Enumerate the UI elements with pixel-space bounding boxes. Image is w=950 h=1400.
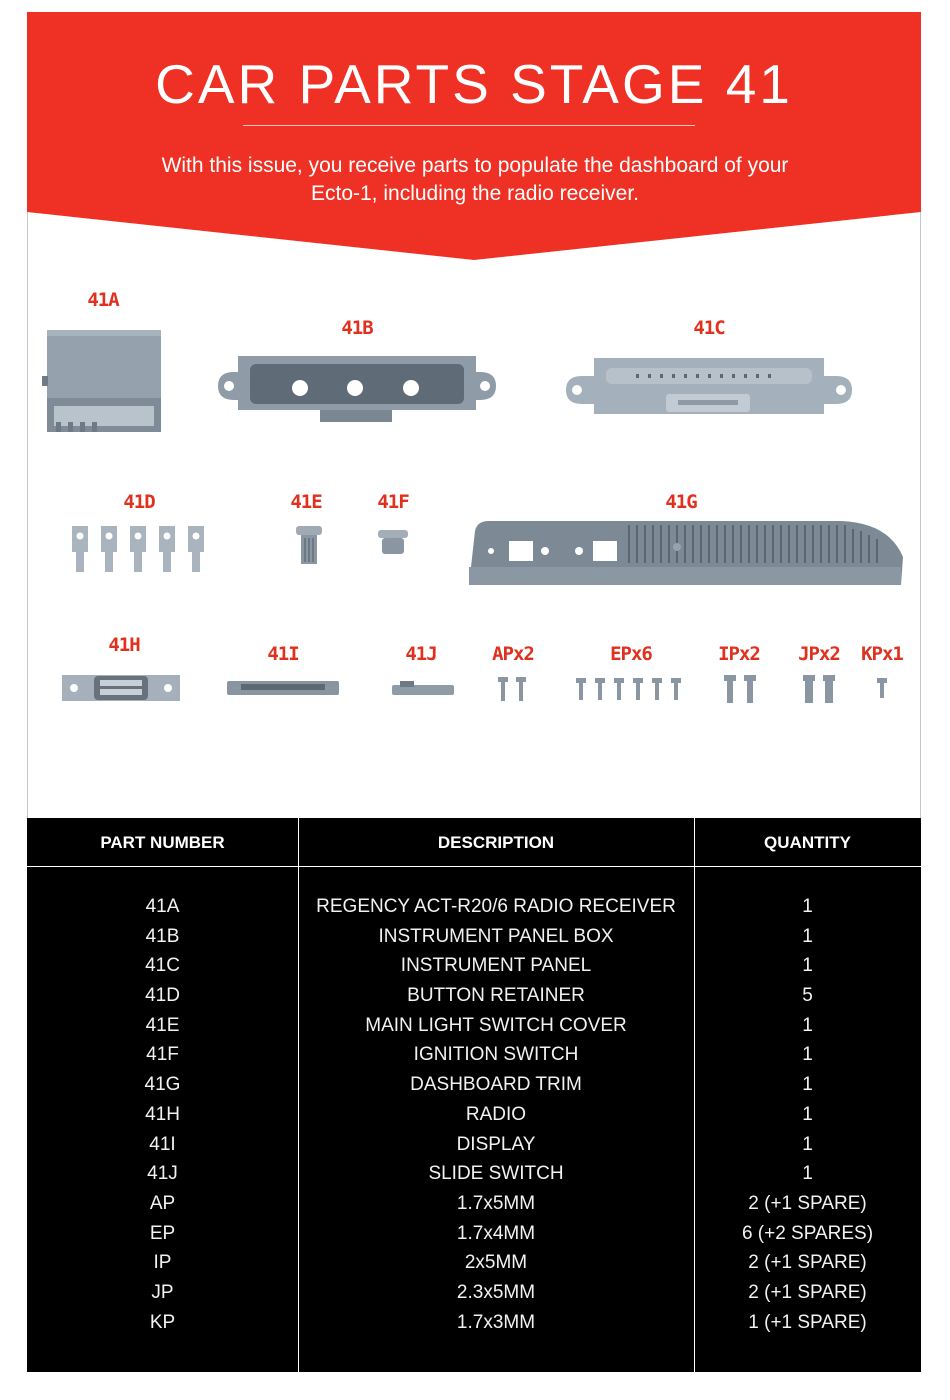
cell-part-number: 41D: [145, 985, 180, 1007]
part-label-41e: 41E: [290, 491, 322, 513]
cell-quantity: 1: [802, 896, 813, 917]
title-divider: [243, 125, 695, 126]
cell-part-number: EP: [149, 1222, 176, 1244]
page-title: CAR PARTS STAGE 41: [155, 53, 793, 115]
cell-quantity: 1: [802, 1074, 813, 1096]
ignition-switch-part-image: [378, 530, 408, 556]
part-label-41j: 41J: [405, 643, 437, 665]
part-label-41a: 41A: [87, 289, 119, 311]
part-label-41f: 41F: [377, 491, 409, 513]
light-switch-cover-part-image: [296, 526, 322, 564]
part-label-41b: 41B: [341, 317, 373, 339]
cell-description: 1.7x3MM: [456, 1311, 536, 1333]
slide-switch-part-image: [392, 681, 454, 697]
cell-description: SLIDE SWITCH: [428, 1163, 564, 1185]
cell-quantity: 1: [802, 955, 813, 977]
cell-description: DASHBOARD TRIM: [410, 1074, 582, 1096]
radio-part-image: [62, 673, 180, 703]
dashboard-trim-part-image: [469, 519, 905, 587]
kp-screw-image: [876, 678, 890, 698]
display-part-image: [227, 679, 339, 697]
table-row: [27, 1308, 921, 1338]
cell-part-number: IP: [153, 1252, 172, 1274]
table-row: [27, 1278, 921, 1308]
cell-part-number: 41A: [145, 896, 180, 917]
cell-part-number: 41G: [144, 1074, 181, 1096]
cell-quantity: 1: [802, 1014, 813, 1036]
part-label-41g: 41G: [665, 491, 697, 513]
radio-receiver-part-image: [42, 328, 166, 434]
ep-screws-image: [574, 678, 688, 700]
table-row: [27, 1248, 921, 1278]
cell-quantity: 1: [802, 925, 813, 947]
table-row: [27, 1159, 921, 1189]
cell-description: 1.7x5MM: [456, 1192, 536, 1214]
cell-description: MAIN LIGHT SWITCH COVER: [365, 1014, 627, 1036]
table-body: [27, 892, 921, 1337]
button-retainer-part-image: [70, 524, 216, 574]
table-row: [27, 951, 921, 981]
cell-description: INSTRUMENT PANEL: [400, 955, 592, 977]
table-header: [27, 818, 921, 867]
part-label-ap: APx2: [492, 643, 534, 665]
cell-part-number: 41B: [145, 925, 180, 947]
cell-description: DISPLAY: [456, 1133, 536, 1155]
cell-quantity: 1: [802, 1133, 813, 1155]
table-row: [27, 892, 921, 922]
cell-description: BUTTON RETAINER: [407, 985, 585, 1007]
cell-part-number: 41J: [147, 1163, 178, 1185]
cell-part-number: 41F: [146, 1044, 179, 1066]
header-part-number: PART NUMBER: [100, 833, 225, 852]
instrument-panel-part-image: [566, 356, 852, 426]
cell-quantity: 6 (+2 SPARES): [741, 1222, 874, 1244]
ip-screws-image: [722, 675, 758, 703]
part-label-ep: EPx6: [610, 643, 652, 665]
cell-description: 2x5MM: [464, 1252, 528, 1274]
instrument-panel-box-part-image: [218, 352, 496, 426]
table-row: [27, 1219, 921, 1249]
part-label-kp: KPx1: [861, 643, 903, 665]
table-row: [27, 1130, 921, 1160]
part-label-41i: 41I: [267, 643, 299, 665]
cell-quantity: 2 (+1 SPARE): [748, 1192, 867, 1214]
table-row: [27, 1011, 921, 1041]
table-row: [27, 1189, 921, 1219]
cell-quantity: 2 (+1 SPARE): [748, 1252, 867, 1274]
cell-part-number: JP: [151, 1281, 174, 1303]
table-row: [27, 981, 921, 1011]
page-subtitle: With this issue, you receive parts to populate the dashboard of your Ecto-1, including the radio receiver.: [161, 154, 789, 205]
cell-description: RADIO: [465, 1103, 527, 1125]
jp-screws-image: [801, 675, 837, 703]
table-row: [27, 1040, 921, 1070]
part-label-41d: 41D: [123, 491, 155, 513]
cell-description: REGENCY ACT-R20/6 RADIO RECEIVER: [316, 896, 676, 917]
cell-quantity: 2 (+1 SPARE): [748, 1281, 867, 1303]
cell-quantity: 1 (+1 SPARE): [748, 1311, 867, 1333]
cell-part-number: 41H: [145, 1103, 180, 1125]
part-label-jp: JPx2: [798, 643, 840, 665]
cell-description: IGNITION SWITCH: [413, 1044, 579, 1066]
cell-part-number: 41E: [145, 1014, 180, 1036]
header-description: DESCRIPTION: [437, 833, 555, 852]
header-banner: [27, 12, 921, 262]
part-label-41h: 41H: [108, 634, 140, 656]
cell-quantity: 1: [802, 1163, 813, 1185]
parts-table: [27, 818, 921, 1372]
cell-part-number: KP: [149, 1311, 176, 1333]
cell-quantity: 1: [802, 1044, 813, 1066]
cell-part-number: 41C: [145, 955, 180, 977]
table-row: [27, 922, 921, 952]
table-row: [27, 1070, 921, 1100]
part-label-41c: 41C: [693, 317, 725, 339]
cell-quantity: 1: [802, 1103, 813, 1125]
cell-description: INSTRUMENT PANEL BOX: [378, 925, 614, 947]
cell-description: 1.7x4MM: [456, 1222, 536, 1244]
cell-description: 2.3x5MM: [456, 1281, 536, 1303]
cell-part-number: 41I: [149, 1133, 176, 1155]
table-row: [27, 1100, 921, 1130]
cell-quantity: 5: [802, 985, 813, 1007]
cell-part-number: AP: [149, 1192, 176, 1214]
header-quantity: QUANTITY: [764, 833, 851, 852]
part-label-ip: IPx2: [718, 643, 760, 665]
ap-screws-image: [496, 677, 530, 701]
